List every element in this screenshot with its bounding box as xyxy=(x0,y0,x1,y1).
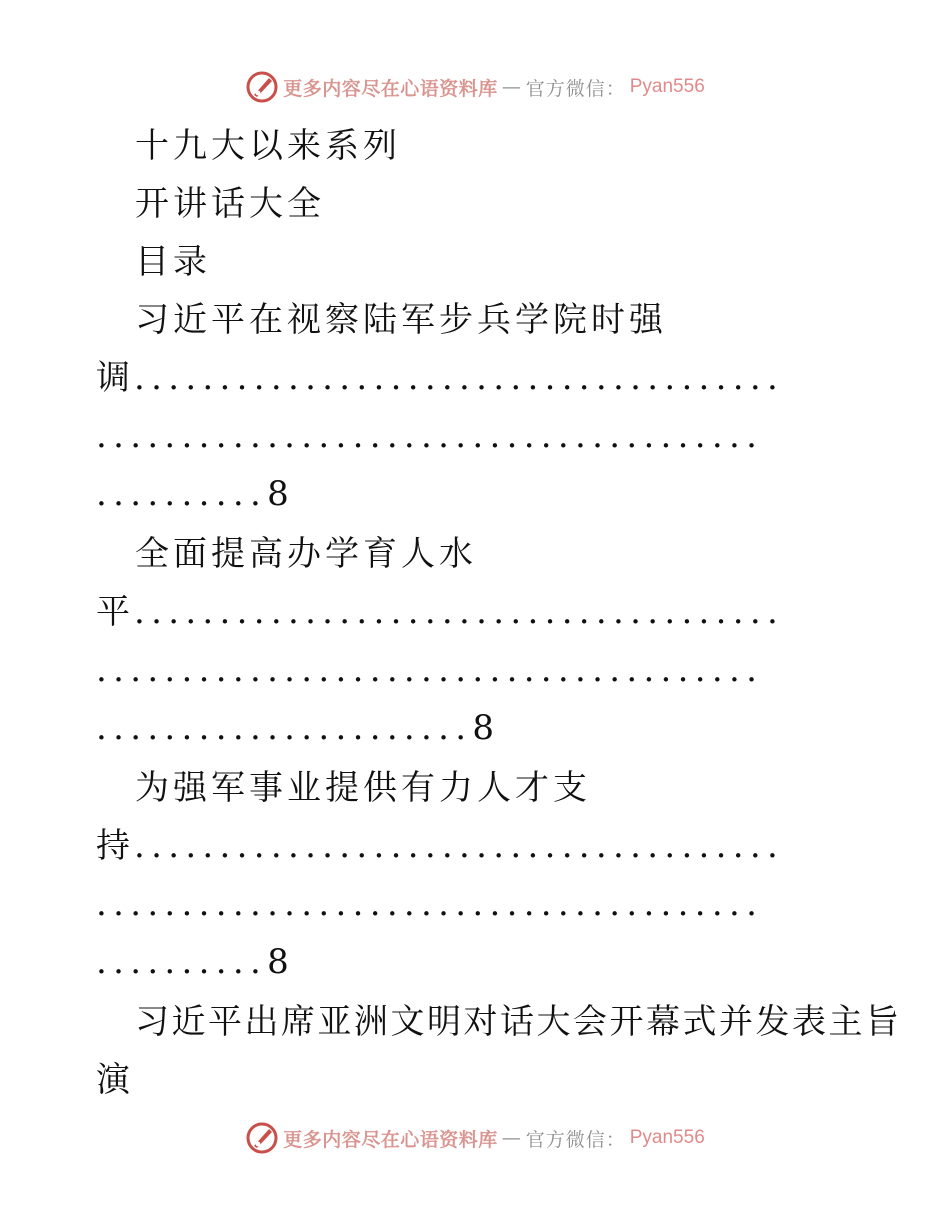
toc-entry-2-line-3[interactable] xyxy=(96,650,842,690)
watermark-account-id: Pyan556 xyxy=(629,76,705,97)
toc-entry-3-leader-2: ....................................... xyxy=(96,884,764,924)
pen-seal-icon xyxy=(245,70,279,104)
toc-entry-2-leader-2: ....................................... xyxy=(96,650,764,690)
toc-entry-2-line-4[interactable] xyxy=(96,708,842,748)
toc-entry-1-title-end: 调 xyxy=(96,358,134,398)
toc-entry-4-title[interactable]: 习近平出席亚洲文明对话大会开幕式并发表主旨 xyxy=(135,1002,902,1042)
toc-entry-3-line-3[interactable] xyxy=(96,884,842,924)
toc-entry-3-page: 8 xyxy=(267,942,293,982)
toc-heading: 目录 xyxy=(135,242,211,282)
toc-entry-3-line-2[interactable] xyxy=(96,826,842,866)
footer-watermark xyxy=(0,1121,950,1155)
watermark-main-text: 更多内容尽在心语资料库 xyxy=(283,1128,498,1151)
pen-seal-icon xyxy=(245,1121,279,1155)
toc-entry-4-line-2[interactable] xyxy=(96,1060,842,1100)
toc-entry-1-leader-2: ....................................... xyxy=(96,416,764,456)
toc-entry-1-leader: ...................................... xyxy=(134,358,785,398)
toc-entry-3-leader-3: .......... xyxy=(96,942,268,982)
toc-entry-1-line-4[interactable] xyxy=(96,474,842,514)
watermark-account-id: Pyan556 xyxy=(629,1127,705,1148)
watermark-main-text: 更多内容尽在心语资料库 xyxy=(283,77,498,100)
toc-entry-1-title[interactable]: 习近平在视察陆军步兵学院时强 xyxy=(135,300,667,340)
toc-entry-2-line-2[interactable] xyxy=(96,592,842,632)
document-title-line-2: 开讲话大全 xyxy=(135,184,325,224)
header-watermark xyxy=(0,70,950,104)
toc-entry-1-leader-3: .......... xyxy=(96,474,268,514)
watermark-separator: — xyxy=(501,76,522,98)
toc-entry-1-page: 8 xyxy=(267,474,293,514)
toc-entry-1-line-3[interactable] xyxy=(96,416,842,456)
toc-entry-3-title[interactable]: 为强军事业提供有力人才支 xyxy=(135,768,591,808)
watermark-sub-text: 官方微信： xyxy=(525,77,626,100)
document-title-line-1: 十九大以来系列 xyxy=(135,126,401,166)
watermark-separator: — xyxy=(501,1127,522,1149)
toc-entry-3-leader: ...................................... xyxy=(134,826,785,866)
toc-entry-3-line-4[interactable] xyxy=(96,942,842,982)
toc-entry-1-line-2[interactable] xyxy=(96,358,842,398)
watermark-sub-text: 官方微信： xyxy=(525,1128,626,1151)
toc-entry-4-title-end: 演 xyxy=(96,1060,134,1100)
toc-entry-3-title-end: 持 xyxy=(96,826,134,866)
toc-entry-2-leader: ...................................... xyxy=(134,592,785,632)
toc-entry-2-leader-3: ...................... xyxy=(96,708,473,748)
toc-entry-2-title[interactable]: 全面提高办学育人水 xyxy=(135,534,477,574)
toc-entry-2-page: 8 xyxy=(472,708,499,748)
toc-entry-2-title-end: 平 xyxy=(96,592,134,632)
